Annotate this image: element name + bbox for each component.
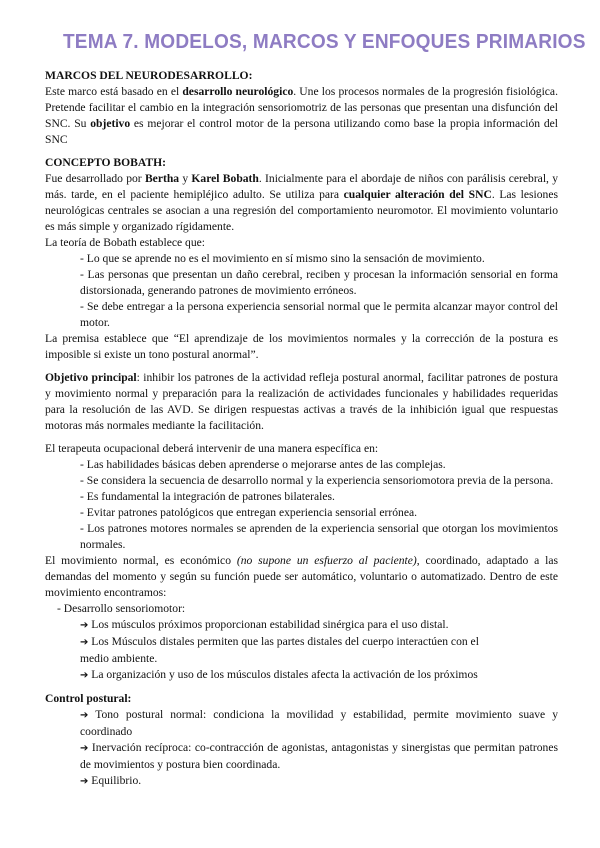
arrow-icon: ➔	[80, 743, 89, 754]
list-item: - Lo que se aprende no es el movimiento en sí mismo sino la sensación de movimiento.	[80, 252, 485, 265]
list-item: - Es fundamental la integración de patrones bilaterales.	[80, 490, 335, 503]
list-item-continuation: medio ambiente.	[80, 652, 158, 665]
paragraph-neurodesarrollo: Este marco está basado en el desarrollo neurológico. Une los procesos normales de la progresión fisiológica. Pretende facilitar el cambio en la integración sensoriomotriz de las personas que presentan una disfunción del SNC. Su objetivo es mejorar el control motor de la persona utilizando como base la propia información del SNC	[45, 85, 558, 146]
list-item: ➔ Inervación recíproca: co-contracción de agonistas, antagonistas y sinergistas que permitan patrones de movimientos y postura bien coordinada.	[80, 741, 558, 771]
paragraph-objetivo-principal: Objetivo principal: inhibir los patrones de la actividad refleja postural anormal, facilitar patrones de postura y movimiento normal y preparación para la realización de actividades funcionales y habilidades requeridas para la resolución de las AVD. Se dirigen respuestas activas a través de la inhibición igual que respuestas motoras más normales mediante la facilitación.	[45, 371, 558, 432]
section-heading-bobath: CONCEPTO BOBATH:	[45, 156, 166, 169]
arrow-icon: ➔	[80, 670, 89, 681]
paragraph-bobath-theory: La teoría de Bobath establece que:	[45, 236, 205, 249]
list-item: ➔ Equilibrio.	[80, 774, 142, 787]
list-item: - Se considera la secuencia de desarrollo normal y la experiencia sensoriomotora previa de la persona.	[80, 474, 554, 487]
arrow-icon: ➔	[80, 776, 89, 787]
list-item: - Las habilidades básicas deben aprenderse o mejorarse antes de las complejas.	[80, 458, 446, 471]
section-heading-neurodesarrollo: MARCOS DEL NEURODESARROLLO:	[45, 69, 253, 82]
arrow-icon: ➔	[80, 710, 89, 721]
list-item: ➔ La organización y uso de los músculos distales afecta la activación de los próximos	[80, 668, 478, 681]
subheading-desarrollo-sensoriomotor: - Desarrollo sensoriomotor:	[57, 602, 186, 615]
paragraph-movimiento-normal: El movimiento normal, es económico (no supone un esfuerzo al paciente), coordinado, adaptado a las demandas del momento y según su función puede ser automático, voluntario o automatizado. Dentro de este movimiento encontramos:	[45, 554, 558, 599]
paragraph-bobath-intro: Fue desarrollado por Bertha y Karel Bobath. Inicialmente para el abordaje de niños con parálisis cerebral, y más. tarde, en el paciente hemipléjico adulto. Se utiliza para cualquier alteración del SNC. Las lesiones neurológicas centrales se asocian a una regresión del comportamiento neuromotor. El movimiento voluntario es más simple y organizado rígidamente.	[45, 172, 559, 233]
document-title: TEMA 7. MODELOS, MARCOS Y ENFOQUES PRIMARIOS	[62, 30, 586, 53]
paragraph-terapeuta: El terapeuta ocupacional deberá intervenir de una manera específica en:	[45, 442, 379, 455]
list-item: ➔ Tono postural normal: condiciona la movilidad y estabilidad, permite movimiento suave y coordinado	[80, 708, 558, 738]
list-item: - Se debe entregar a la persona experiencia sensorial normal que le permita alcanzar mayor control del motor.	[80, 300, 558, 329]
paragraph-premisa: La premisa establece que “El aprendizaje de los movimientos normales y la corrección de la postura es imposible si existe un tono postural anormal”.	[45, 332, 558, 361]
list-item: - Las personas que presentan un daño cerebral, reciben y procesan la información sensorial en forma distorsionada, generando patrones de movimiento erróneos.	[80, 268, 558, 297]
section-heading-control-postural: Control postural:	[45, 692, 132, 705]
list-item: - Evitar patrones patológicos que entregan experiencia sensorial errónea.	[80, 506, 418, 519]
list-item: - Los patrones motores normales se aprenden de la experiencia sensorial que otorgan los movimientos normales.	[80, 522, 558, 551]
list-item: ➔ Los músculos próximos proporcionan estabilidad sinérgica para el uso distal.	[80, 618, 449, 631]
arrow-icon: ➔	[80, 620, 89, 631]
list-item: ➔ Los Músculos distales permiten que las partes distales del cuerpo interactúen con el	[80, 635, 479, 648]
arrow-icon: ➔	[80, 637, 89, 648]
objetivo-label: Objetivo principal	[45, 371, 137, 384]
